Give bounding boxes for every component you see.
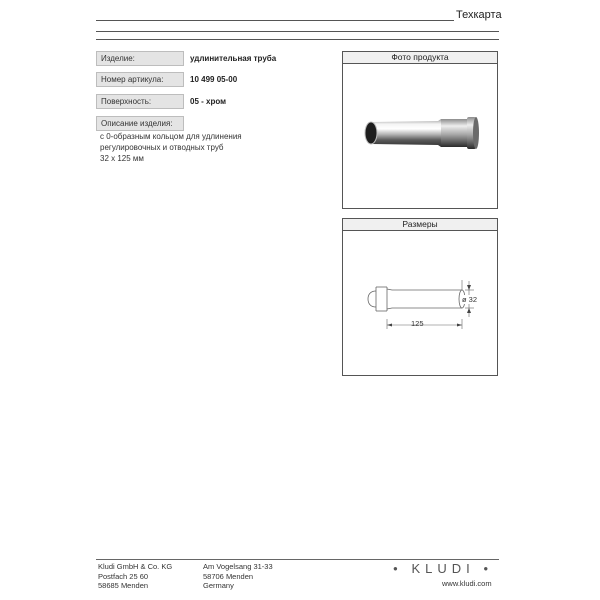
header-rule-1 bbox=[96, 31, 499, 32]
website-link[interactable]: www.kludi.com bbox=[442, 579, 492, 588]
field-label-article: Номер артикула: bbox=[96, 72, 184, 87]
description-line-2: регулировочных и отводных труб bbox=[100, 143, 224, 152]
dimensions-panel bbox=[342, 218, 498, 376]
field-label-product: Изделие: bbox=[96, 51, 184, 66]
photo-panel-title: Фото продукта bbox=[343, 52, 497, 64]
field-value-article: 10 499 05-00 bbox=[190, 75, 238, 84]
description-text bbox=[100, 131, 242, 164]
description-line-3: 32 x 125 мм bbox=[100, 154, 144, 163]
length-label: 125 bbox=[411, 319, 424, 328]
footer-rule bbox=[96, 559, 499, 560]
description-label: Описание изделия: bbox=[96, 116, 184, 131]
photo-panel bbox=[342, 51, 498, 209]
logo-dot-icon: ● bbox=[483, 564, 494, 573]
field-value-product: удлинительная труба bbox=[190, 54, 277, 63]
header-rule-top bbox=[96, 20, 454, 21]
footer-line: Postfach 25 60 bbox=[98, 571, 149, 581]
logo-dot-icon: ● bbox=[393, 564, 403, 573]
brand-logo bbox=[393, 561, 493, 576]
footer-line: Germany bbox=[203, 581, 234, 590]
footer-line: Kludi GmbH & Co. KG bbox=[98, 562, 173, 571]
description-line-1: с 0-образным кольцом для удлинения bbox=[100, 132, 242, 141]
field-value-surface: 05 - хром bbox=[190, 97, 227, 106]
page-title: Техкарта bbox=[456, 9, 502, 21]
footer-address-street bbox=[203, 562, 273, 591]
field-label-surface: Поверхность: bbox=[96, 94, 184, 109]
logo-text: KLUDI bbox=[411, 561, 475, 576]
footer-line: 58685 Menden bbox=[98, 581, 149, 590]
diameter-label: ø 32 bbox=[462, 295, 478, 304]
header-rule-2 bbox=[96, 39, 499, 40]
footer-line: Am Vogelsang 31-33 bbox=[203, 562, 273, 571]
pipe-photo bbox=[343, 64, 497, 209]
dimensions-panel-title: Размеры bbox=[343, 219, 497, 231]
footer-address-company bbox=[98, 562, 172, 591]
footer-line: 58706 Menden bbox=[203, 571, 254, 581]
